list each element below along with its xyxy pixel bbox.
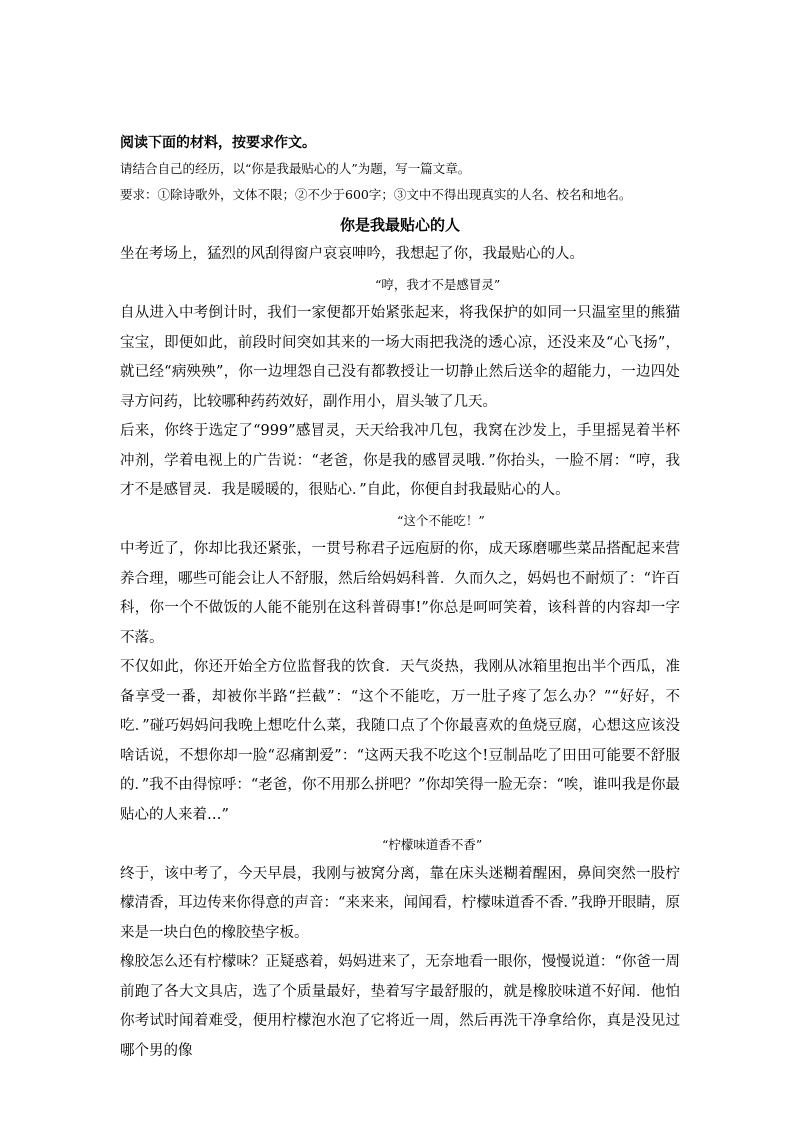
document-page [120,130,680,1066]
instruction-title: 阅读下面的材料，按要求作文。 [120,135,316,151]
section-subtitle: “哼，我才不是感冒灵” [375,276,501,292]
section-paragraph: 后来，你终于选定了“999”感冒灵，天天给我冲几包，我窝在沙发上，手里摇晃着半杯冲剂，学着电视上的广告说：“老爸，你是我的感冒灵哦．”你抬头，一脸不屑：“哼，我才不是感冒灵．我是暖暖的，很贴心．”自此，你便自封我最贴心的人。 [120,423,680,498]
section-paragraph: 橡胶怎么还有柠檬味？正疑惑着，妈妈进来了，无奈地看一眼你，慢慢说道：“你爸一周前跑了各大文具店，选了个质量最好，垫着写字最舒服的，就是橡胶味道不好闻．他怕你考试时闻着难受，便用柠檬泡水泡了它将近一周，然后再洗干净拿给你，真是没见过哪个男的像 [120,954,680,1059]
section-subtitle: “这个不能吃！” [397,512,485,528]
section-paragraph: 中考近了，你却比我还紧张，一贯号称君子远庖厨的你，成天琢磨哪些菜品搭配起来营养合理，哪些可能会让人不舒服，然后给妈妈科普．久而久之，妈妈也不耐烦了：“许百科，你一个不做饭的人能不能别在这科普碍事!”你总是呵呵笑着，该科普的内容却一字不落。 [120,541,680,646]
essay-requirements: 要求：①除诗歌外，文体不限；②不少于600字；③文中不得出现真实的人名、校名和地名。 [120,187,632,202]
section-paragraph: 不仅如此，你还开始全方位监督我的饮食．天气炎热，我刚从冰箱里抱出半个西瓜，准备享受一番，却被你半路“拦截”：“这个不能吃，万一肚子疼了怎么办？”“好好，不吃．”碰巧妈妈问我晚上想吃什么菜，我随口点了个你最喜欢的鱼烧豆腐，心想这应该没啥话说，不想你却一脸“忍痛割爱”：“这两天我不吃这个!豆制品吃了田田可能要不舒服的．”我不由得惊呼：“老爸，你不用那么拼吧？”你却笑得一脸无奈：“唉，谁叫我是你最贴心的人来着…” [120,659,680,823]
section-paragraph: 终于，该中考了，今天早晨，我刚与被窝分离，靠在床头迷糊着醒困，鼻间突然一股柠檬清香，耳边传来你得意的声音：“来来来，闻闻看，柠檬味道香不香．”我睁开眼睛，原来是一块白色的橡胶垫字板。 [120,865,680,941]
section-subtitle: “柠檬味道香不香” [382,837,483,852]
essay-prompt: 请结合自己的经历，以“你是我最贴心的人”为题，写一篇文章。 [120,161,471,176]
essay-title: 你是我最贴心的人 [339,216,460,234]
section-paragraph: 自从进入中考倒计时，我们一家便都开始紧张起来，将我保护的如同一只温室里的熊猫宝宝，即便如此，前段时间突如其来的一场大雨把我浇的透心凉，还没来及“心飞扬”，就已经“病殃殃”，你一边埋怨自己没有都教授让一切静止然后送伞的超能力，一边四处寻方问药，比较哪种药药效好，副作用小，眉头皱了几天。 [120,305,680,410]
essay-intro: 坐在考场上，猛烈的风刮得窗户哀哀呻吟，我想起了你，我最贴心的人。 [120,246,584,262]
